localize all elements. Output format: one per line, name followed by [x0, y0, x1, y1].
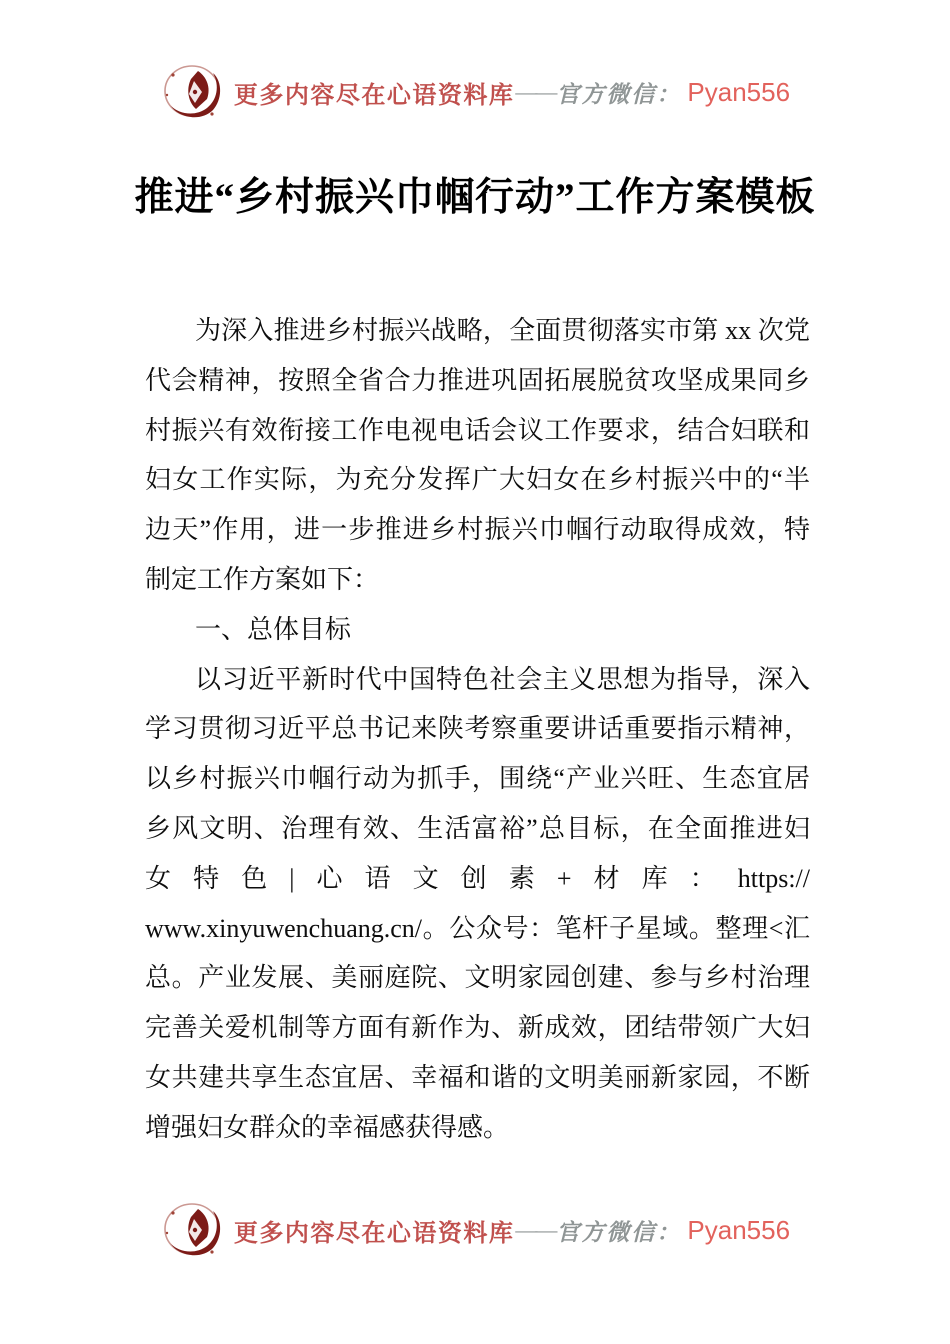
wechat-label: 官方微信： — [556, 81, 682, 107]
document-text-line: 增强妇女群众的幸福感获得感。 — [145, 1112, 510, 1142]
document-text-line: 代会精神，按照全省合力推进巩固拓展脱贫攻坚成果同乡 — [145, 365, 810, 395]
brand-slogan: 更多内容尽在心语资料库 — [233, 1220, 515, 1247]
header-brandbar — [0, 62, 950, 122]
document-text-line: 为深入推进乡村振兴战略，全面贯彻落实市第 xx 次党 — [195, 316, 810, 345]
wechat-id: Pyan556 — [687, 1214, 791, 1245]
document-body — [145, 306, 810, 1153]
document-text-line: 女共建共享生态宜居、幸福和谐的文明美丽新家园，不断 — [145, 1062, 810, 1092]
document-text-line: 女特色|心语文创素+材库：https:// — [145, 863, 810, 893]
document-text-line: 村振兴有效衔接工作电视电话会议工作要求，结合妇联和 — [145, 415, 810, 445]
document-text-line: 制定工作方案如下： — [145, 564, 380, 594]
document-text-line: 以乡村振兴巾帼行动为抓手，围绕“产业兴旺、生态宜居 — [145, 764, 810, 794]
document-text-line: 完善关爱机制等方面有新作为、新成效，团结带领广大妇 — [145, 1013, 810, 1043]
document-text-line: 学习贯彻习近平总书记来陕考察重要讲话重要指示精神， — [145, 714, 810, 744]
document-text-line: 以习近平新时代中国特色社会主义思想为指导，深入 — [195, 664, 810, 694]
pen-swirl-logo-icon — [160, 62, 226, 122]
document-text-line: 边天”作用，进一步推进乡村振兴巾帼行动取得成效，特 — [145, 515, 810, 545]
pen-swirl-logo-icon — [160, 1200, 226, 1260]
document-text-line: 妇女工作实际，为充分发挥广大妇女在乡村振兴中的“半 — [145, 465, 810, 495]
brand-separator: —— — [515, 79, 556, 104]
document-text-line: www.xinyuwenchuang.cn/。公众号：笔杆子星域。整理<汇 — [145, 913, 810, 943]
document-text-line: 乡风文明、治理有效、生活富裕”总目标，在全面推进妇 — [145, 813, 810, 843]
document-title: 推进“乡村振兴巾帼行动”工作方案模板 — [134, 176, 816, 219]
document-text-line: 总。产业发展、美丽庭院、文明家园创建、参与乡村治理 — [145, 963, 810, 993]
wechat-label: 官方微信： — [556, 1219, 682, 1245]
footer-brandbar — [0, 1200, 950, 1260]
document-text-line: 一、总体目标 — [195, 614, 352, 644]
wechat-id: Pyan556 — [687, 76, 791, 107]
brand-separator: —— — [515, 1217, 556, 1242]
brand-slogan: 更多内容尽在心语资料库 — [233, 82, 515, 109]
